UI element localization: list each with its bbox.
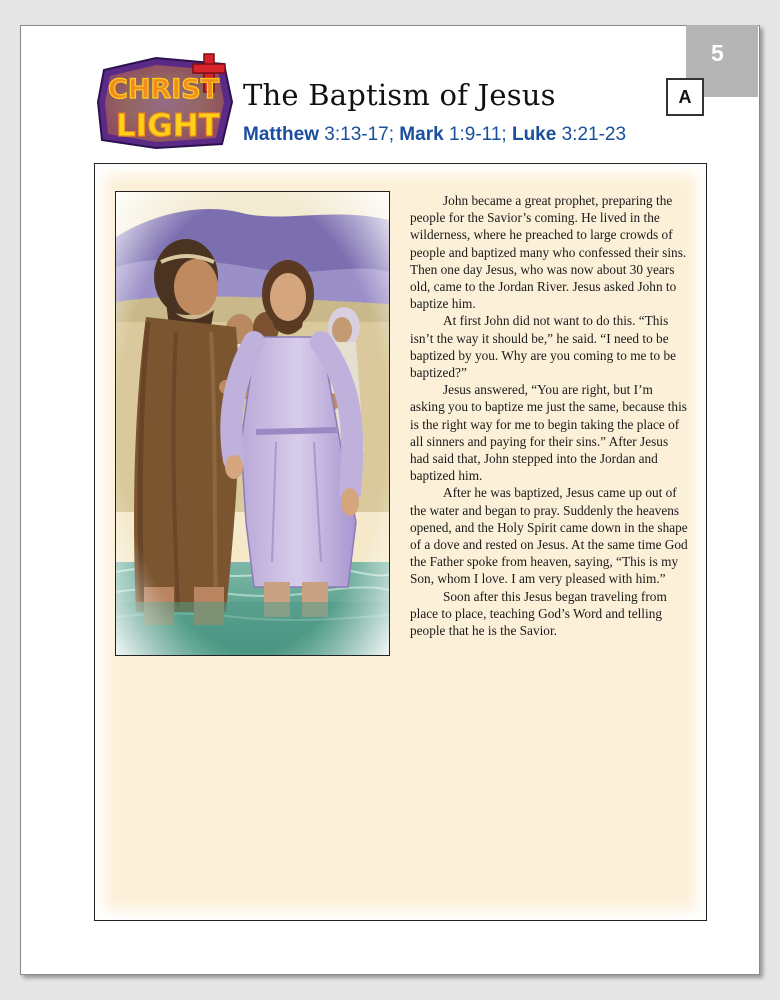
reference-verses: 1:9-11	[448, 124, 502, 145]
christlight-logo	[96, 52, 236, 152]
logo-text-line2: LIGHT	[116, 108, 220, 144]
story-paragraph: After he was baptized, Jesus came up out of the water and began to pray. Suddenly the heavens opened, and the Holy Spirit came down in the shape of a dove and rested on Jesus. At the same time God the Father spoke from heaven, saying, “This is my Son, whom I love. I am very pleased with him.”	[410, 485, 688, 587]
reference-book: Luke	[511, 124, 557, 145]
story-text	[410, 192, 690, 639]
baptism-of-jesus-illustration-icon	[116, 192, 389, 655]
level-badge: A	[666, 78, 704, 116]
reference-separator: ;	[501, 124, 512, 145]
page-number: 5	[711, 40, 724, 66]
reference-verses: 3:21-23	[561, 124, 627, 145]
scripture-references	[243, 124, 626, 146]
page-title: The Baptism of Jesus	[243, 78, 556, 112]
reference-verses: 3:13-17	[324, 124, 389, 145]
illustration-frame	[115, 191, 390, 656]
reference-separator: ;	[388, 124, 400, 145]
reference-book: Mark	[399, 124, 444, 145]
christlight-logo-icon	[96, 52, 236, 152]
logo-text-line1: CHRIST	[108, 74, 220, 105]
story-paragraph: At first John did not want to do this. “This isn’t the way it should be,” he said. “I need to be baptized by you. Why are you coming to me to be baptized?”	[410, 313, 676, 381]
story-paragraph: John became a great prophet, preparing the people for the Savior’s coming. He lived in the wilderness, where he preached to large crowds of people and baptized many who confessed their sins. Then one day Jesus, who was now about 30 years old, came to the Jordan River. Jesus asked John to baptize him.	[410, 193, 687, 312]
story-paragraph: Soon after this Jesus began traveling from place to place, teaching God’s Word and telling people that he is the Savior.	[410, 588, 667, 639]
story-paragraph: Jesus answered, “You are right, but I’m asking you to baptize me just the same, because this is the right way for me to begin taking the place of all sinners and paying for their sins.” After Jesus had said that, John stepped into the Jordan and baptized him.	[410, 382, 687, 484]
reference-book: Matthew	[243, 124, 319, 145]
